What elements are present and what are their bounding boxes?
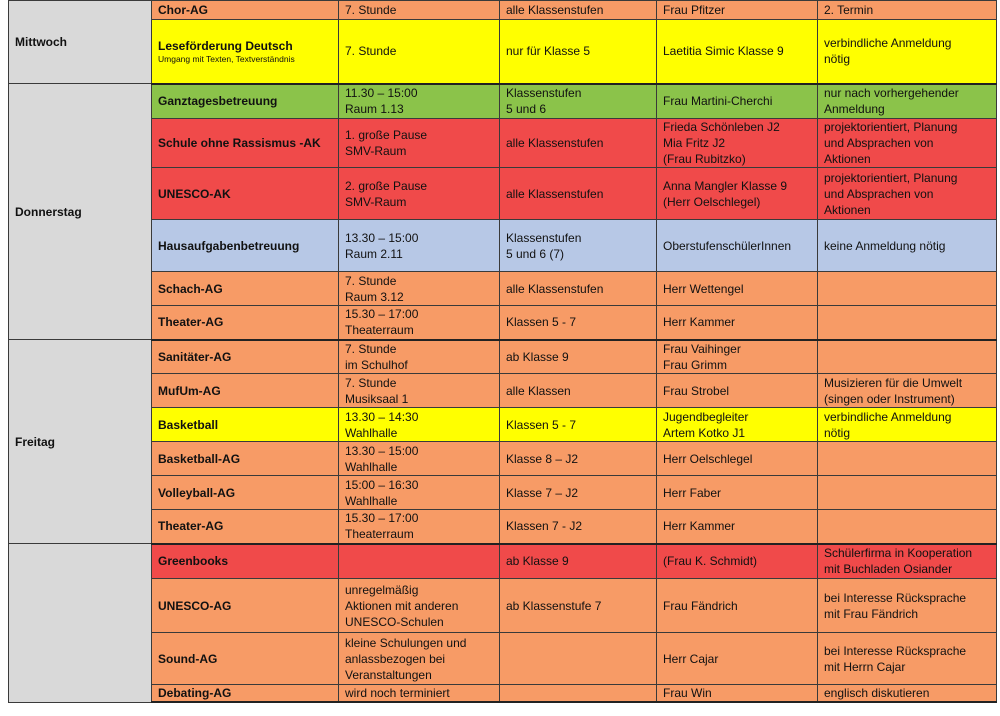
weekday-cell: Donnerstag [9, 84, 152, 340]
weekday-cell: Freitag [9, 340, 152, 544]
leader-cell: Frau Martini-Cherchi [657, 84, 818, 119]
leader-cell: Frau Strobel [657, 374, 818, 408]
level-cell [500, 633, 657, 685]
note-cell [818, 306, 997, 340]
level-cell: Klasse 8 – J2 [500, 442, 657, 476]
level-cell: alle Klassenstufen [500, 168, 657, 220]
table-row [9, 340, 997, 374]
note-cell: bei Interesse Rücksprache mit Herrn Cajar [818, 633, 997, 685]
ag-name: Basketball-AG [158, 451, 241, 466]
note-cell: verbindliche Anmeldung nötig [818, 20, 997, 84]
ag-name: Theater-AG [158, 519, 224, 534]
table-row [9, 544, 997, 579]
ag-name: Schach-AG [158, 281, 223, 296]
level-cell: alle Klassenstufen [500, 272, 657, 306]
time-cell: 7. Stunde Musiksaal 1 [339, 374, 500, 408]
ag-name-cell [152, 442, 339, 476]
schedule-body [9, 1, 997, 703]
ag-name: Greenbooks [158, 554, 229, 569]
ag-name: Sound-AG [158, 651, 218, 666]
ag-name: Schule ohne Rassismus -AK [158, 136, 321, 150]
ag-name-cell [152, 20, 339, 84]
ag-name-cell [152, 220, 339, 272]
ag-name-cell [152, 685, 339, 703]
table-row [9, 510, 997, 544]
leader-cell: Frau Pfitzer [657, 1, 818, 20]
level-cell: alle Klassenstufen [500, 119, 657, 168]
table-row [9, 84, 997, 119]
ag-schedule-table [8, 0, 997, 703]
note-cell: Musizieren für die Umwelt (singen oder Instrument) [818, 374, 997, 408]
time-cell: 7. Stunde Raum 3.12 [339, 272, 500, 306]
leader-cell: Frau Vaihinger Frau Grimm [657, 340, 818, 374]
ag-name-cell [152, 408, 339, 442]
ag-name: Hausaufgabenbetreuung [158, 238, 300, 253]
table-row [9, 1, 997, 20]
time-cell [339, 544, 500, 579]
time-cell: wird noch terminiert [339, 685, 500, 703]
level-cell: alle Klassen [500, 374, 657, 408]
leader-cell: Laetitia Simic Klasse 9 [657, 20, 818, 84]
ag-name-cell [152, 633, 339, 685]
time-cell: 7. Stunde im Schulhof [339, 340, 500, 374]
leader-cell: Anna Mangler Klasse 9 (Herr Oelschlegel) [657, 168, 818, 220]
ag-name-cell [152, 168, 339, 220]
leader-cell: Herr Kammer [657, 306, 818, 340]
table-row [9, 272, 997, 306]
table-row [9, 374, 997, 408]
ag-name-cell [152, 476, 339, 510]
table-row [9, 476, 997, 510]
time-cell: 15.30 – 17:00 Theaterraum [339, 306, 500, 340]
ag-name-cell [152, 510, 339, 544]
note-cell [818, 340, 997, 374]
table-row [9, 633, 997, 685]
ag-name-cell [152, 374, 339, 408]
leader-cell: Frau Win [657, 685, 818, 703]
time-cell: 13.30 – 14:30 Wahlhalle [339, 408, 500, 442]
table-row [9, 442, 997, 476]
note-cell: bei Interesse Rücksprache mit Frau Fändrich [818, 579, 997, 633]
level-cell: Klasse 7 – J2 [500, 476, 657, 510]
leader-cell: Frieda Schönleben J2 Mia Fritz J2 (Frau Rubitzko) [657, 119, 818, 168]
time-cell: 7. Stunde [339, 20, 500, 84]
ag-name: Chor-AG [158, 3, 208, 17]
note-cell: 2. Termin [818, 1, 997, 20]
note-cell [818, 510, 997, 544]
table-row [9, 168, 997, 220]
time-cell: unregelmäßig Aktionen mit anderen UNESCO-Schulen [339, 579, 500, 633]
time-cell: kleine Schulungen und anlassbezogen bei Veranstaltungen [339, 633, 500, 685]
ag-name-cell [152, 579, 339, 633]
level-cell: ab Klasse 9 [500, 340, 657, 374]
ag-subtitle: Umgang mit Texten, Textverständnis [158, 53, 295, 64]
note-cell: Schülerfirma in Kooperation mit Buchladen Osiander [818, 544, 997, 579]
ag-name: Debating-AG [158, 686, 232, 700]
time-cell: 13.30 – 15:00 Raum 2.11 [339, 220, 500, 272]
level-cell: ab Klassenstufe 7 [500, 579, 657, 633]
ag-name-cell [152, 84, 339, 119]
ag-name: MufUm-AG [158, 383, 221, 398]
ag-name-cell [152, 306, 339, 340]
leader-cell: Herr Wettengel [657, 272, 818, 306]
note-cell: projektorientiert, Planung und Absprachen von Aktionen [818, 168, 997, 220]
table-row [9, 20, 997, 84]
leader-cell: Jugendbegleiter Artem Kotko J1 [657, 408, 818, 442]
table-row [9, 119, 997, 168]
time-cell: 13.30 – 15:00 Wahlhalle [339, 442, 500, 476]
note-cell [818, 272, 997, 306]
note-cell: englisch diskutieren [818, 685, 997, 703]
ag-name: Sanitäter-AG [158, 349, 232, 364]
note-cell: nur nach vorhergehender Anmeldung [818, 84, 997, 119]
leader-cell: Herr Faber [657, 476, 818, 510]
table-row [9, 220, 997, 272]
ag-name-cell [152, 272, 339, 306]
level-cell: ab Klasse 9 [500, 544, 657, 579]
leader-cell: (Frau K. Schmidt) [657, 544, 818, 579]
table-row [9, 408, 997, 442]
note-cell: verbindliche Anmeldung nötig [818, 408, 997, 442]
ag-name: UNESCO-AK [158, 186, 231, 201]
table-row [9, 685, 997, 703]
ag-name: Volleyball-AG [158, 485, 236, 500]
ag-name-cell [152, 340, 339, 374]
level-cell: alle Klassenstufen [500, 1, 657, 20]
note-cell: keine Anmeldung nötig [818, 220, 997, 272]
ag-name-cell [152, 1, 339, 20]
ag-name: Ganztagesbetreuung [158, 94, 278, 109]
weekday-cell: Mittwoch [9, 1, 152, 84]
level-cell: Klassen 5 - 7 [500, 408, 657, 442]
time-cell: 15.30 – 17:00 Theaterraum [339, 510, 500, 544]
leader-cell: Herr Kammer [657, 510, 818, 544]
ag-name: UNESCO-AG [158, 598, 232, 613]
time-cell: 11.30 – 15:00 Raum 1.13 [339, 84, 500, 119]
ag-name-cell [152, 119, 339, 168]
level-cell [500, 685, 657, 703]
ag-name: Basketball [158, 417, 219, 432]
level-cell: Klassenstufen 5 und 6 (7) [500, 220, 657, 272]
time-cell: 2. große Pause SMV-Raum [339, 168, 500, 220]
leader-cell: OberstufenschülerInnen [657, 220, 818, 272]
ag-name: Theater-AG [158, 315, 224, 330]
table-row [9, 579, 997, 633]
table-row [9, 306, 997, 340]
leader-cell: Herr Cajar [657, 633, 818, 685]
level-cell: Klassen 5 - 7 [500, 306, 657, 340]
ag-name: Leseförderung Deutsch [158, 38, 293, 53]
level-cell: Klassen 7 - J2 [500, 510, 657, 544]
note-cell [818, 442, 997, 476]
time-cell: 15:00 – 16:30 Wahlhalle [339, 476, 500, 510]
leader-cell: Frau Fändrich [657, 579, 818, 633]
weekday-cell [9, 544, 152, 703]
leader-cell: Herr Oelschlegel [657, 442, 818, 476]
ag-name-cell [152, 544, 339, 579]
level-cell: Klassenstufen 5 und 6 [500, 84, 657, 119]
time-cell: 1. große Pause SMV-Raum [339, 119, 500, 168]
note-cell: projektorientiert, Planung und Absprachen von Aktionen [818, 119, 997, 168]
time-cell: 7. Stunde [339, 1, 500, 20]
note-cell [818, 476, 997, 510]
level-cell: nur für Klasse 5 [500, 20, 657, 84]
